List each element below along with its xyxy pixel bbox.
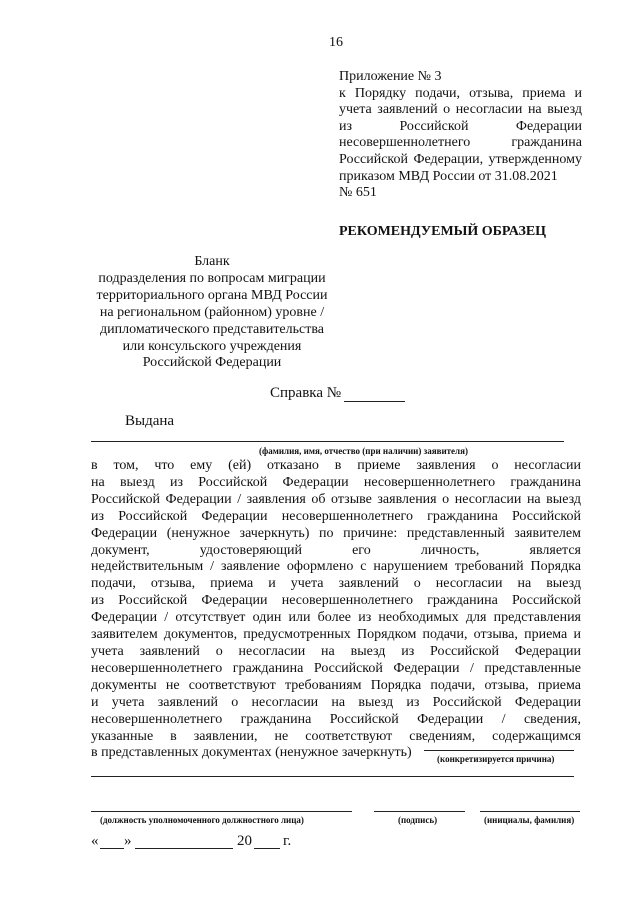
appendix-line: из Российской Федерации [339,118,582,134]
appendix-line: к Порядку подачи, отзыва, приема и [339,85,582,101]
initials-line[interactable] [480,811,580,812]
body-line: указанные в заявлении, не соответствуют сведениям, содержащимся [91,728,581,744]
appendix-line: несовершеннолетнего гражданина [339,135,582,151]
appendix-line: Российской Федерации, утвержденному [339,151,582,167]
body-line: недействительным / заявление оформлено с нарушением требований Порядка [91,559,581,575]
appendix-title: Приложение № 3 [339,69,442,84]
certificate-title: Справка № [270,385,342,401]
body-line: учета заявлений о несогласии на выезд из Российской Федерации [91,643,581,659]
body-line: в том, что ему (ей) отказано в приеме заявления о несогласии [91,458,581,473]
blank-header [82,254,342,372]
body-line: Федерации / отсутствует один или более из необходимых для представления [91,610,581,626]
date-close-quote: » [124,833,132,849]
body-last-line: в представленных документах (ненужное зачеркнуть) [91,745,412,761]
name-caption: (фамилия, имя, отчество (при наличии) заявителя) [259,446,468,456]
position-line[interactable] [91,811,352,812]
sample-label: РЕКОМЕНДУЕМЫЙ ОБРАЗЕЦ [339,224,547,239]
date-open-quote: « [91,833,99,849]
reason-line[interactable] [424,750,574,751]
body-line: Российской Федерации / заявления об отзыве заявления о несогласии на выезд [91,491,581,507]
body-line: и учета заявлений о несогласии на выезд из Российской Федерации [91,694,581,710]
date-year-line[interactable] [254,848,280,849]
issued-label: Выдана [125,413,175,429]
body-line: несовершеннолетнего гражданина Российской Федерации / сведения, [91,711,581,727]
body-line: заявителем документов, предусмотренных Порядком подачи, отзыва, приема и [91,627,581,643]
blank-header-line: на региональном (районном) уровне / [99,304,325,320]
blank-header-line: дипломатического представительства [100,321,324,337]
date-year-suffix: г. [283,833,292,849]
page-number: 16 [329,35,343,50]
body-line: из Российской Федерации несовершеннолетнего гражданина Российской [91,593,581,609]
appendix-line: № 651 [339,185,377,201]
blank-header-line: подразделения по вопросам миграции [98,270,326,286]
applicant-name-line[interactable] [91,441,564,442]
body-line: подачи, отзыва, приема и учета заявлений о несогласии на выезд [91,576,581,592]
signature-line[interactable] [374,811,465,812]
appendix-block [339,69,582,202]
body-line: на выезд из Российской Федерации несовершеннолетнего гражданина [91,474,581,490]
blank-header-line: или консульского учреждения [122,338,302,354]
body-line: Федерации (ненужное зачеркнуть) по причине: представленный заявителем [91,525,581,541]
blank-header-line: Российской Федерации [142,355,282,371]
position-caption: (должность уполномоченного должностного лица) [100,815,304,825]
reason-continuation-line[interactable] [91,776,574,777]
body-text [91,458,581,762]
date-day-line[interactable] [100,848,124,849]
blank-header-line: Бланк [194,254,230,269]
body-line: документы не соответствуют требованиям Порядка подачи, отзыва, приема [91,677,581,693]
date-year-prefix: 20 [237,833,252,849]
certificate-number-line[interactable] [344,401,405,402]
signature-caption: (подпись) [398,815,438,825]
reason-caption: (конкретизируется причина) [437,754,555,764]
body-line: документ, удостоверяющий его личность, является [91,542,581,558]
blank-header-line: территориального органа МВД России [96,287,328,303]
body-line: из Российской Федерации несовершеннолетнего гражданина Российской [91,508,581,524]
date-month-line[interactable] [135,848,233,849]
appendix-line: приказом МВД России от 31.08.2021 [339,168,558,184]
body-line: несовершеннолетнего гражданина Российской Федерации / представленные [91,660,581,676]
initials-caption: (инициалы, фамилия) [484,815,575,825]
appendix-line: учета заявлений о несогласии на выезд [339,102,582,118]
